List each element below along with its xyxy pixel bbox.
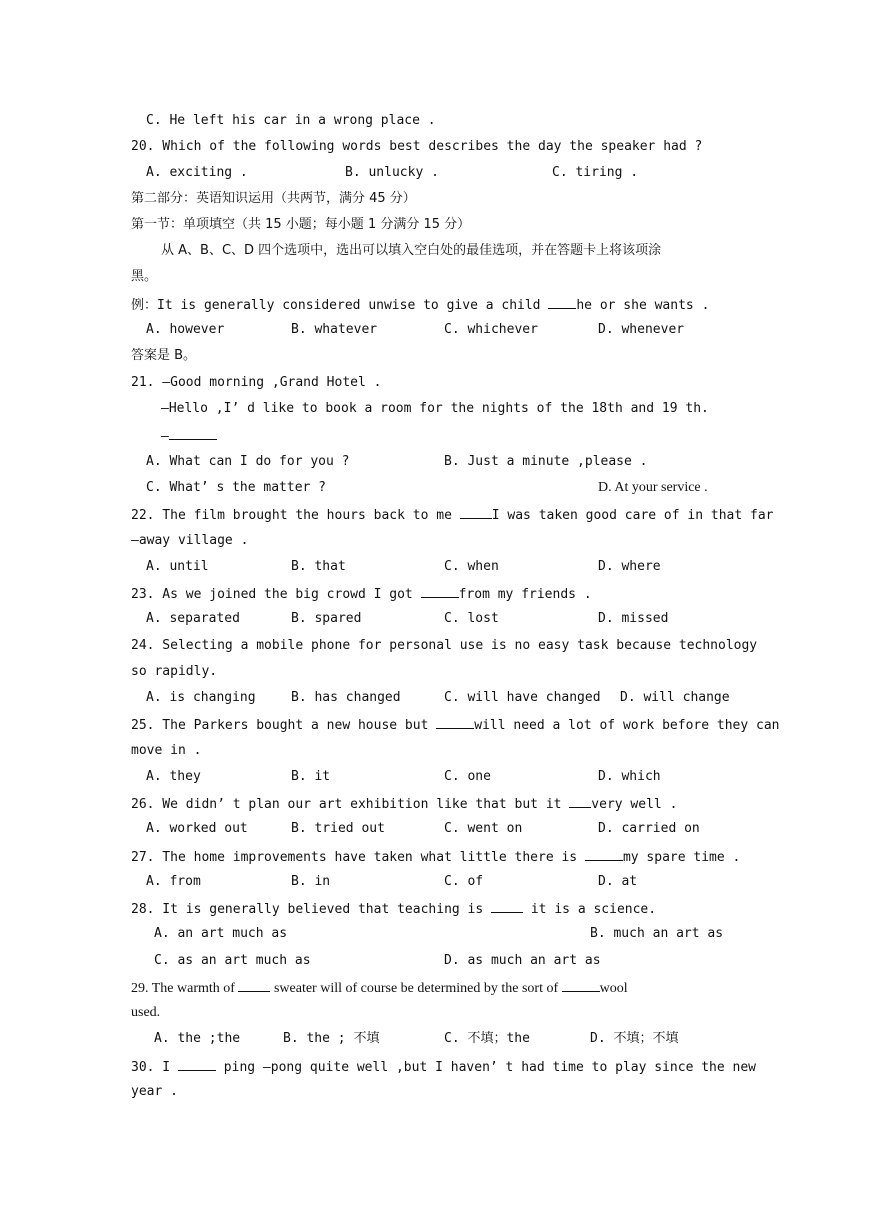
part2-heading: 第二部分：英语知识运用（共两节，满分 45 分） bbox=[131, 191, 416, 206]
q29-option-b: B. the ; 不填 bbox=[283, 1031, 380, 1046]
example-option-c: C. whichever bbox=[444, 322, 538, 337]
q28-option-c: C. as an art much as bbox=[154, 953, 311, 968]
q29-stem-part2: sweater will of course be determined by the sort of bbox=[270, 981, 562, 996]
q21-option-d: D. At your service . bbox=[598, 480, 708, 495]
q24-stem-cont: so rapidly. bbox=[131, 664, 218, 679]
answer-blank bbox=[491, 899, 523, 913]
section1-heading: 第一节：单项填空（共 15 小题；每小题 1 分满分 15 分） bbox=[131, 217, 471, 232]
q23-stem-part1: 23. As we joined the big crowd I got bbox=[131, 587, 421, 602]
answer-blank bbox=[436, 715, 474, 729]
example-option-b: B. whatever bbox=[291, 322, 378, 337]
q22-stem-cont: –away village . bbox=[131, 533, 249, 548]
q27-option-d: D. at bbox=[598, 874, 638, 889]
q29-option-d: D. 不填；不填 bbox=[590, 1031, 679, 1046]
q28-option-d: D. as much an art as bbox=[444, 953, 601, 968]
q23-option-d: D. missed bbox=[598, 611, 669, 626]
example-answer: 答案是 B。 bbox=[131, 348, 197, 363]
q23-option-a: A. separated bbox=[146, 611, 240, 626]
q27-option-a: A. from bbox=[146, 874, 201, 889]
q29-stem bbox=[131, 978, 628, 998]
q30-stem-part2: ping —pong quite well ,but I haven’ t had time to play since the new bbox=[215, 1060, 757, 1075]
q27-stem-part2: my spare time . bbox=[622, 850, 741, 865]
q25-option-d: D. which bbox=[598, 769, 661, 784]
q22-stem-part1: 22. The film brought the hours back to me bbox=[131, 508, 460, 523]
q24-option-a: A. is changing bbox=[146, 690, 256, 705]
q25-stem-part2: will need a lot of work before they can bbox=[474, 718, 780, 733]
q26-option-a: A. worked out bbox=[146, 821, 248, 836]
q26-stem-part1: 26. We didn’ t plan our art exhibition like that but it bbox=[131, 797, 570, 812]
q25-stem-cont: move in . bbox=[131, 743, 202, 758]
q23-option-c: C. lost bbox=[444, 611, 499, 626]
q26-stem bbox=[131, 794, 677, 814]
q20-option-a: A. exciting . bbox=[146, 165, 248, 180]
example-option-a: A. however bbox=[146, 322, 225, 337]
example-option-d: D. whenever bbox=[598, 322, 685, 337]
q23-stem-part2: from my friends . bbox=[458, 587, 592, 602]
q26-option-d: D. carried on bbox=[598, 821, 700, 836]
q19-option-c: C. He left his car in a wrong place . bbox=[146, 113, 436, 128]
q28-stem-part1: 28. It is generally believed that teaching is bbox=[131, 902, 492, 917]
answer-blank bbox=[238, 978, 270, 992]
answer-blank bbox=[178, 1057, 216, 1071]
q27-option-b: B. in bbox=[291, 874, 331, 889]
q24-option-d: D. will change bbox=[620, 690, 730, 705]
q26-stem-part2: very well . bbox=[591, 797, 678, 812]
q21-option-b: B. Just a minute ,please . bbox=[444, 454, 648, 469]
q27-stem bbox=[131, 847, 740, 867]
answer-blank bbox=[460, 505, 492, 519]
q27-option-c: C. of bbox=[444, 874, 484, 889]
q29-option-a: A. the ;the bbox=[154, 1031, 241, 1046]
example-stem-part1: 例：It is generally considered unwise to give a child bbox=[131, 298, 549, 313]
q28-stem bbox=[131, 899, 656, 919]
q25-option-a: A. they bbox=[146, 769, 201, 784]
q25-option-c: C. one bbox=[444, 769, 491, 784]
q20-stem: 20. Which of the following words best describes the day the speaker had ? bbox=[131, 139, 703, 154]
q24-stem: 24. Selecting a mobile phone for personal use is no easy task because technology bbox=[131, 638, 758, 653]
q22-option-b: B. that bbox=[291, 559, 346, 574]
q29-stem-cont: used. bbox=[131, 1005, 161, 1020]
q30-stem-cont: year . bbox=[131, 1084, 178, 1099]
q29-option-c: C. 不填；the bbox=[444, 1031, 530, 1046]
q25-option-b: B. it bbox=[291, 769, 331, 784]
q22-stem-part2: I was taken good care of in that far bbox=[491, 508, 774, 523]
q29-stem-part1: 29. The warmth of bbox=[131, 981, 239, 996]
q21-option-c: C. What’ s the matter ? bbox=[146, 480, 327, 495]
q21-stem: 21. —Good morning ,Grand Hotel . bbox=[131, 375, 382, 390]
q26-option-c: C. went on bbox=[444, 821, 523, 836]
q28-stem-part2: it is a science. bbox=[523, 902, 657, 917]
instructions-line1: 从 A、B、C、D 四个选项中，选出可以填入空白处的最佳选项，并在答题卡上将该项涂 bbox=[161, 243, 662, 258]
q22-option-d: D. where bbox=[598, 559, 661, 574]
q22-option-a: A. until bbox=[146, 559, 209, 574]
q23-stem bbox=[131, 584, 592, 604]
q30-stem-part1: 30. I bbox=[131, 1060, 178, 1075]
example-stem bbox=[131, 295, 709, 315]
example-stem-part2: he or she wants . bbox=[576, 298, 710, 313]
q21-dialog-line2: —Hello ,I’ d like to book a room for the nights of the 18th and 19 th. bbox=[161, 401, 709, 416]
q22-option-c: C. when bbox=[444, 559, 499, 574]
q21-dash: — bbox=[161, 429, 169, 444]
q20-option-c: C. tiring . bbox=[552, 165, 639, 180]
q30-stem bbox=[131, 1057, 756, 1077]
q24-option-c: C. will have changed bbox=[444, 690, 601, 705]
q24-option-b: B. has changed bbox=[291, 690, 401, 705]
q23-option-b: B. spared bbox=[291, 611, 362, 626]
q20-option-b: B. unlucky . bbox=[345, 165, 439, 180]
answer-blank bbox=[421, 584, 459, 598]
answer-blank bbox=[562, 978, 600, 992]
q25-stem bbox=[131, 715, 780, 735]
answer-blank bbox=[585, 847, 623, 861]
q25-stem-part1: 25. The Parkers bought a new house but bbox=[131, 718, 437, 733]
answer-blank bbox=[569, 794, 591, 808]
q26-option-b: B. tried out bbox=[291, 821, 385, 836]
answer-blank bbox=[169, 426, 217, 440]
q28-option-a: A. an art much as bbox=[154, 926, 288, 941]
q21-option-a: A. What can I do for you ? bbox=[146, 454, 350, 469]
q27-stem-part1: 27. The home improvements have taken what little there is bbox=[131, 850, 585, 865]
answer-blank bbox=[548, 295, 576, 309]
q28-option-b: B. much an art as bbox=[590, 926, 724, 941]
q22-stem bbox=[131, 505, 774, 525]
q29-stem-part3: wool bbox=[599, 981, 628, 996]
instructions-line2: 黑。 bbox=[131, 269, 158, 284]
q21-dialog-line3 bbox=[161, 426, 217, 446]
